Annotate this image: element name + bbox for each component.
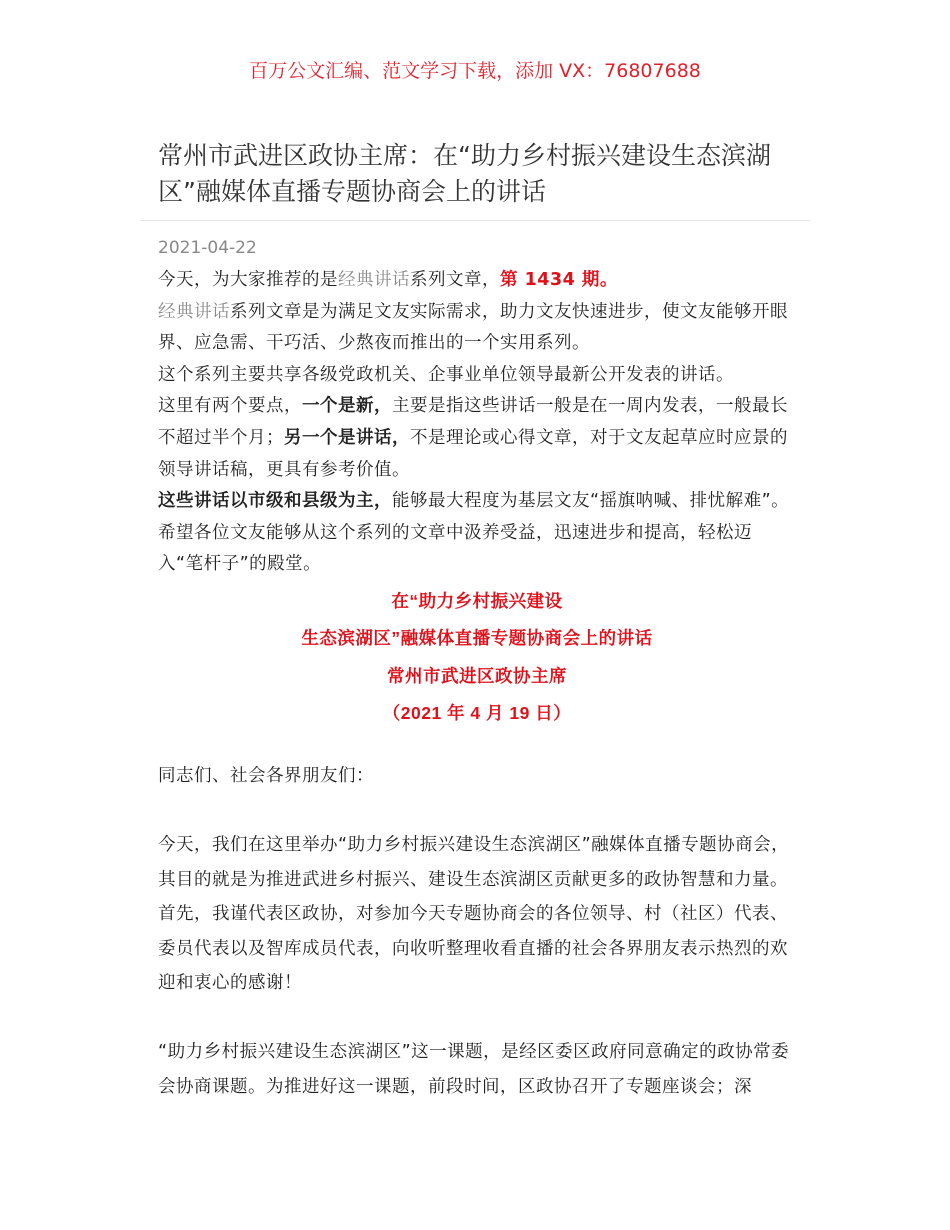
article-title: 常州市武进区政协主席：在“助力乡村振兴建设生态滨湖区”融媒体直播专题协商会上的讲话 [158,141,771,206]
text: 主要是指这些讲话一般是在一周内发表，一般最长不超过半个月； [158,396,788,448]
intro-section [158,265,796,731]
title-divider [140,220,810,221]
greeting: 同志们、社会各界朋友们： [158,766,374,786]
speech-paragraph: “助力乡村振兴建设生态滨湖区”这一课题，是经区委区政府同意确定的政协常委会协商课题。为推进好这一课题，前段时间，区政协召开了专题座谈会；深 [158,1042,790,1097]
speech-date: （2021 年 4 月 19 日） [382,703,572,724]
series-name: 经典讲话 [338,270,410,290]
speech-heading-line: 常州市武进区政协主席 [387,665,567,686]
text: 不是理论或心得文章，对于文友起草应时应景的领导讲话稿，更具有参考价值。 [158,427,788,480]
intro-paragraph [158,486,796,581]
publish-date: 2021-04-22 [158,238,257,258]
bold-text: 一个是新， [302,396,392,417]
text: 能够最大程度为基层文友“摇旗呐喊、排忧解难”。希望各位文友能够从这个系列的文章中汲养受益，迅速进步和提高，轻松迈入“笔杆子”的殿堂。 [158,491,790,575]
intro-paragraph: 这个系列主要共享各级党政机关、企事业单位领导最新公开发表的讲话。 [158,364,734,385]
promo-banner: 百万公文汇编、范文学习下载，添加 VX：76807688 [249,60,701,82]
bold-text: 另一个是讲话， [284,427,410,448]
issue-number: 第 1434 期。 [500,270,618,290]
speech-paragraph: 今天，我们在这里举办“助力乡村振兴建设生态滨湖区”融媒体直播专题协商会，其目的就是为推进武进乡村振兴、建设生态滨湖区贡献更多的政协智慧和力量。首先，我谨代表区政协，对参加今天专题协商会的各位领导、村（社区）代表、委员代表以及智库成员代表，向收听整理收看直播的社会各界朋友表示热烈的欢迎和衷心的感谢！ [158,835,790,993]
intro-paragraph [158,297,796,360]
speech-heading-line: 在“助力乡村振兴建设 [391,590,563,611]
text: 系列文章， [410,270,500,290]
speech-heading-line: 生态滨湖区”融媒体直播专题协商会上的讲话 [301,628,653,649]
text: 系列文章是为满足文友实际需求，助力文友快速进步，使文友能够开眼界、应急需、干巧活、少熬夜而推出的一个实用系列。 [158,301,788,354]
series-name: 经典讲话 [158,301,230,322]
bold-text: 这些讲话以市级和县级为主， [158,491,392,512]
text: 今天，为大家推荐的是 [158,270,338,290]
intro-paragraph [158,391,796,486]
speech-body [158,759,796,1139]
intro-paragraph [158,265,796,297]
text: 这里有两个要点， [158,396,302,417]
